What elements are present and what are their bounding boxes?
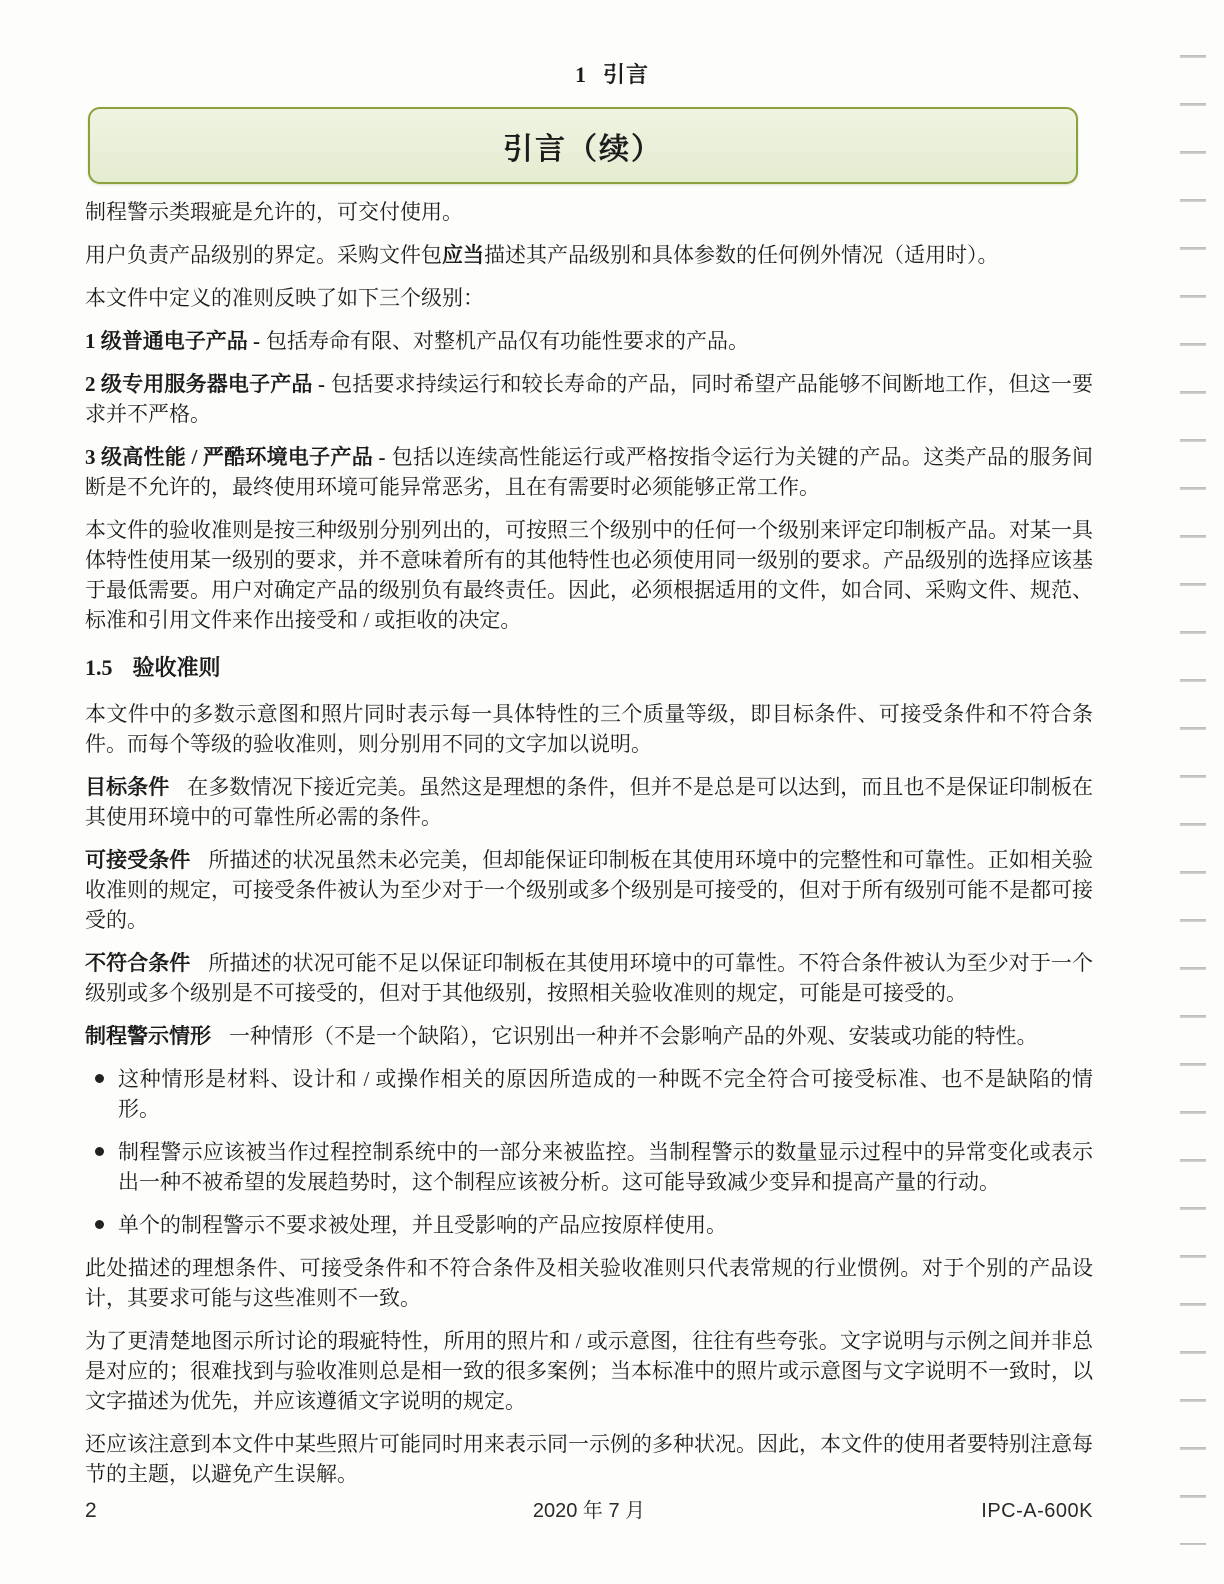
bullet-icon xyxy=(95,1220,104,1229)
term-acceptable: 可接受条件 xyxy=(85,848,191,872)
section-number: 1.5 xyxy=(85,655,113,680)
chapter-title: 引言 xyxy=(602,62,649,87)
bullet-item xyxy=(85,1064,1093,1124)
section-title: 验收准则 xyxy=(132,655,221,680)
paragraph-user-responsibility: 用户负责产品级别的界定。采购文件包应当描述其产品级别和具体参数的任何例外情况（适用时）。 xyxy=(85,243,999,267)
class2-term: 2 级专用服务器电子产品 - xyxy=(85,372,325,396)
bold-emphasis: 应当 xyxy=(442,243,484,267)
paragraph-process-warning-ok: 制程警示类瑕疵是允许的，可交付使用。 xyxy=(85,200,463,224)
paragraph-term-target: 目标条件 在多数情况下接近完美。虽然这是理想的条件，但并不是总是可以达到，而且也不是保证印制板在其使用环境中的可靠性所必需的条件。 xyxy=(85,775,1094,829)
paragraph-class3: 3 级高性能 / 严酷环境电子产品 - 包括以连续高性能运行或严格按指令运行为关键的产品。这类产品的服务间断是不允许的，最终使用环境可能异常恶劣，且在有需要时必须能够正常工作。 xyxy=(85,445,1093,499)
paragraph-exaggeration-note: 为了更清楚地图示所讨论的瑕疵特性，所用的照片和 / 或示意图，往往有些夸张。文字说明与示例之间并非总是对应的；很难找到与验收准则总是相一致的很多案例；当本标准中的照片或示意图与文字说明不一致时，以文字描述为优先，并应该遵循文字说明的规定。 xyxy=(85,1329,1093,1413)
page-number: 2 xyxy=(85,1499,97,1522)
bullet-text: 这种情形是材料、设计和 / 或操作相关的原因所造成的一种既不完全符合可接受标准、也不是缺陷的情形。 xyxy=(118,1067,1093,1121)
banner-title: 引言（续） xyxy=(503,132,663,166)
paragraph-term-acceptable: 可接受条件 所描述的状况虽然未必完美，但却能保证印制板在其使用环境中的完整性和可靠性。正如相关验收准则的规定，可接受条件被认为至少对于一个级别或多个级别是可接受的，但对于所有级别可能不是都可接受的。 xyxy=(85,848,1093,932)
paragraph-quality-grades: 本文件中的多数示意图和照片同时表示每一具体特性的三个质量等级，即目标条件、可接受条件和不符合条件。而每个等级的验收准则，则分别用不同的文字加以说明。 xyxy=(85,702,1093,756)
paragraph-class2: 2 级专用服务器电子产品 - 包括要求持续运行和较长寿命的产品，同时希望产品能够不间断地工作，但这一要求并不严格。 xyxy=(85,372,1093,426)
paragraph-term-nonconforming: 不符合条件 所描述的状况可能不足以保证印制板在其使用环境中的可靠性。不符合条件被认为至少对于一个级别或多个级别是不可接受的，但对于其他级别，按照相关验收准则的规定，可能是可接受的。 xyxy=(85,951,1093,1005)
paragraph-three-levels-intro: 本文件中定义的准则反映了如下三个级别： xyxy=(85,286,484,310)
paragraph-class1: 1 级普通电子产品 - 包括寿命有限、对整机产品仅有功能性要求的产品。 xyxy=(85,329,749,353)
term-process-indicator: 制程警示情形 xyxy=(85,1024,211,1048)
section-heading-1-5 xyxy=(85,653,1093,683)
chapter-number: 1 xyxy=(574,62,587,87)
chapter-header xyxy=(0,58,1224,89)
section-banner xyxy=(88,107,1078,184)
bullet-item xyxy=(85,1210,1093,1240)
footer-date: 2020 年 7 月 xyxy=(532,1500,646,1522)
term-nonconforming: 不符合条件 xyxy=(85,951,191,975)
class1-term: 1 级普通电子产品 - xyxy=(85,329,260,353)
bullet-icon xyxy=(95,1147,104,1156)
document-number: IPC-A-600K xyxy=(981,1500,1093,1522)
bullet-item xyxy=(85,1137,1093,1197)
paragraph-industry-practice: 此处描述的理想条件、可接受条件和不符合条件及相关验收准则只代表常规的行业惯例。对于个别的产品设计，其要求可能与这些准则不一致。 xyxy=(85,1256,1093,1310)
class3-term: 3 级高性能 / 严酷环境电子产品 - xyxy=(85,445,386,469)
binding-marks xyxy=(1180,55,1206,1545)
bullet-icon xyxy=(95,1074,104,1083)
paragraph-term-process-indicator: 制程警示情形 一种情形（不是一个缺陷），它识别出一种并不会影响产品的外观、安装或功能的特性。 xyxy=(85,1024,1038,1048)
paragraph-photo-reuse-note: 还应该注意到本文件中某些照片可能同时用来表示同一示例的多种状况。因此，本文件的使用者要特别注意每节的主题，以避免产生误解。 xyxy=(85,1432,1093,1486)
term-target: 目标条件 xyxy=(85,775,170,799)
paragraph-acceptance-by-level: 本文件的验收准则是按三种级别分别列出的，可按照三个级别中的任何一个级别来评定印制板产品。对某一具体特性使用某一级别的要求，并不意味着所有的其他特性也必须使用同一级别的要求。产品级别的选择应该基于最低需要。用户对确定产品的级别负有最终责任。因此，必须根据适用的文件，如合同、采购文件、规范、标准和引用文件来作出接受和 / 或拒收的决定。 xyxy=(85,518,1093,632)
page-footer xyxy=(85,1494,1093,1523)
bullet-text: 单个的制程警示不要求被处理，并且受影响的产品应按原样使用。 xyxy=(118,1213,727,1237)
document-body xyxy=(85,197,1093,1502)
bullet-text: 制程警示应该被当作过程控制系统中的一部分来被监控。当制程警示的数量显示过程中的异常变化或表示出一种不被希望的发展趋势时，这个制程应该被分析。这可能导致减少变异和提高产量的行动。 xyxy=(118,1140,1093,1194)
